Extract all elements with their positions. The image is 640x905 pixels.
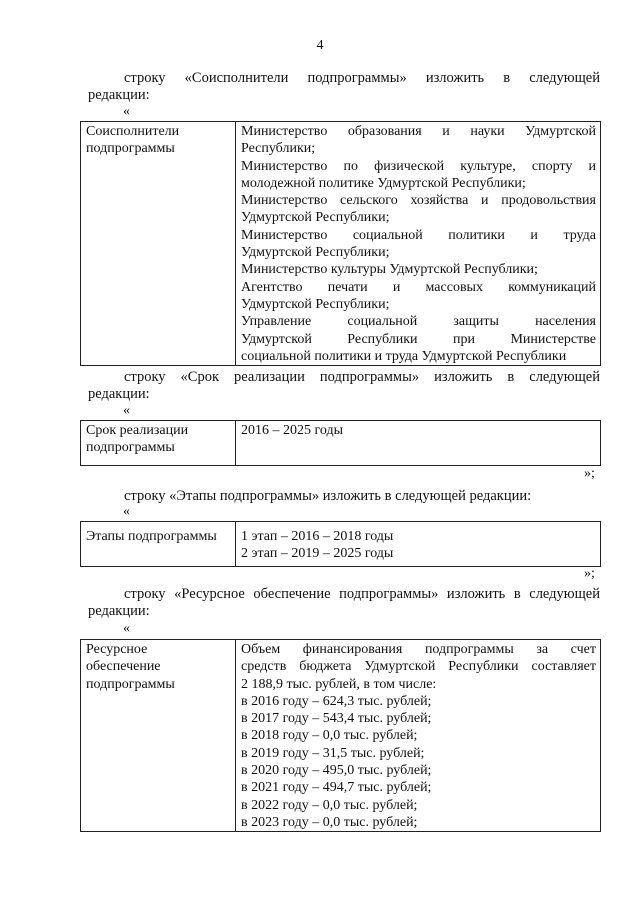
content-line: 1 этап – 2016 – 2018 годы — [241, 529, 394, 544]
content-line: социальной политики и труда Удмуртской Республики — [241, 348, 567, 364]
label-line: подпрограммы — [86, 440, 175, 456]
content-line: 2 этап – 2019 – 2025 годы — [241, 546, 394, 562]
content-line: Удмуртской Республики; — [241, 296, 390, 312]
open-quote: « — [123, 403, 130, 418]
etapy-table — [80, 521, 601, 567]
content-line: Министерство социальной политики и труда — [241, 227, 596, 243]
page-number: 4 — [316, 38, 324, 53]
content-line: Министерство образования и науки Удмуртской — [241, 124, 596, 139]
label-line: Ресурсное — [86, 642, 148, 657]
content-line: в 2022 году – 0,0 тыс. рублей; — [241, 797, 418, 813]
label-line: подпрограммы — [86, 141, 175, 157]
content-line: в 2016 году – 624,3 тыс. рублей; — [241, 693, 432, 709]
content-line: в 2018 году – 0,0 тыс. рублей; — [241, 728, 418, 744]
close-quote: »; — [584, 566, 595, 581]
intro-text: редакции: — [88, 603, 150, 619]
content-line: Агентство печати и массовых коммуникаций — [241, 279, 596, 295]
row-content-cell — [236, 421, 601, 466]
content-line: Удмуртской Республики; — [241, 210, 390, 226]
content-line: в 2021 году – 494,7 тыс. рублей; — [241, 780, 432, 796]
label-line: обеспечение — [86, 659, 161, 675]
row-label-cell — [81, 522, 236, 567]
open-quote: « — [123, 504, 130, 519]
content-line: Удмуртской Республики при Министерстве — [241, 331, 596, 347]
content-line: 2 188,9 тыс. рублей, в том числе: — [241, 676, 437, 692]
soispolniteli-table — [80, 121, 601, 366]
table-row — [81, 522, 601, 567]
content-line: Министерство сельского хозяйства и продовольствия — [241, 193, 596, 209]
label-line: Этапы подпрограммы — [86, 529, 217, 544]
resursnoe-table — [80, 639, 601, 832]
row-content-cell — [236, 522, 601, 567]
content-line: молодежной политике Удмуртской Республики; — [241, 175, 526, 191]
intro-text: строку «Ресурсное обеспечение подпрограммы» изложить в следующей — [124, 586, 600, 602]
content-line: Министерство культуры Удмуртской Республики; — [241, 262, 538, 278]
content-line: Управление социальной защиты населения — [241, 314, 596, 330]
intro-text: строку «Этапы подпрограммы» изложить в следующей редакции: — [124, 488, 532, 504]
label-line: Срок реализации — [86, 423, 189, 438]
content-line: средств бюджета Удмуртской Республики составляет — [241, 659, 596, 675]
content-line: в 2023 году – 0,0 тыс. рублей; — [241, 814, 418, 830]
srok-table — [80, 420, 601, 466]
content-line: Удмуртской Республики; — [241, 245, 390, 261]
content-line: Республики; — [241, 141, 316, 157]
table-row — [81, 122, 601, 366]
content-line: Объем финансирования подпрограммы за счет — [241, 642, 596, 657]
table-row — [81, 640, 601, 832]
label-line: подпрограммы — [86, 676, 175, 692]
intro-text: редакции: — [88, 386, 150, 402]
content-line: 2016 – 2025 годы — [241, 423, 344, 438]
row-content-cell — [236, 122, 601, 366]
section-3-intro — [88, 488, 600, 505]
label-line: Соисполнители — [86, 124, 180, 139]
content-line: Министерство по физической культуре, спорту и — [241, 158, 596, 174]
row-label-cell — [81, 640, 236, 832]
section-2-intro — [88, 369, 600, 403]
open-quote: « — [123, 621, 130, 636]
open-quote: « — [123, 104, 130, 119]
intro-text: строку «Срок реализации подпрограммы» изложить в следующей — [124, 369, 600, 385]
row-content-cell — [236, 640, 601, 832]
row-label-cell — [81, 421, 236, 466]
table-row — [81, 421, 601, 466]
content-line: в 2019 году – 31,5 тыс. рублей; — [241, 745, 425, 761]
section-4-intro — [88, 586, 600, 620]
content-line: в 2017 году – 543,4 тыс. рублей; — [241, 711, 432, 727]
section-1-intro — [88, 70, 600, 104]
close-quote: »; — [584, 466, 595, 481]
intro-text: редакции: — [88, 87, 150, 103]
intro-text: строку «Соисполнители подпрограммы» изложить в следующей — [124, 70, 600, 86]
content-line: в 2020 году – 495,0 тыс. рублей; — [241, 763, 432, 779]
row-label-cell — [81, 122, 236, 366]
